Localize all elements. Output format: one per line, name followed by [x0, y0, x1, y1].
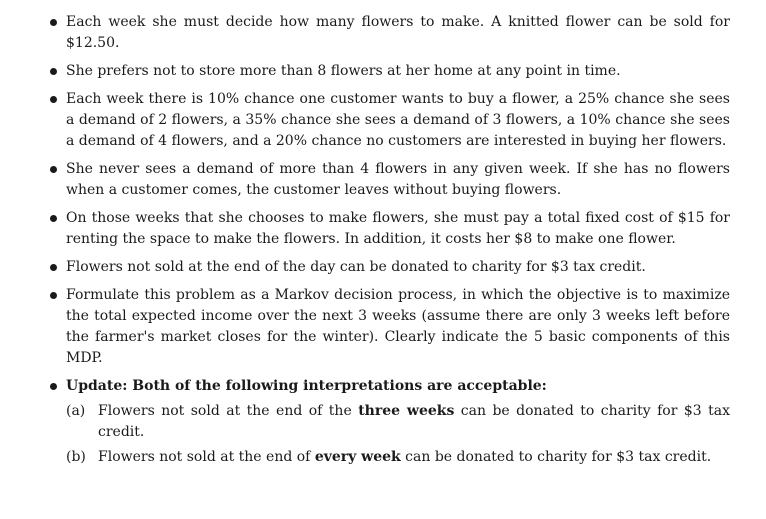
update-item-a [66, 401, 730, 443]
update-item-a-emphasis: three weeks [358, 403, 455, 419]
update-sub-list [66, 401, 730, 468]
bullet-item-update [50, 376, 730, 468]
update-item-a-before: Flowers not sold at the end of the [98, 403, 359, 419]
bullet-list [50, 12, 730, 475]
update-item-b-emphasis: every week [314, 449, 401, 465]
bullet-item-demand-probabilities: Each week there is 10% chance one customer wants to buy a flower, a 25% chance she sees a demand of 2 flowers, a 35% chance she sees a demand of 3 flowers, a 10% chance she sees a demand of 4 flowers, and a 20% chance no customers are interested in buying her flowers. [50, 89, 730, 152]
bullet-item-storage-limit: She prefers not to store more than 8 flowers at her home at any point in time. [50, 61, 730, 82]
bullet-item-formulation: Formulate this problem as a Markov decision process, in which the objective is to maximize the total expected income over the next 3 weeks (assume there are only 3 weeks left before the farmer's market closes for the winter). Clearly indicate the 5 basic components of this MDP. [50, 285, 730, 369]
bullet-item-weekly-decision: Each week she must decide how many flowers to make. A knitted flower can be sold for $12.50. [50, 12, 730, 54]
update-heading: Update: Both of the following interpretations are acceptable: [66, 378, 547, 394]
update-item-b-marker: (b) [66, 449, 86, 465]
bullet-item-costs: On those weeks that she chooses to make flowers, she must pay a total fixed cost of $15 for renting the space to make the flowers. In addition, it costs her $8 to make one flower. [50, 208, 730, 250]
bullet-item-donation: Flowers not sold at the end of the day can be donated to charity for $3 tax credit. [50, 257, 730, 278]
bullet-item-max-demand: She never sees a demand of more than 4 flowers in any given week. If she has no flowers when a customer comes, the customer leaves without buying flowers. [50, 159, 730, 201]
update-item-b [66, 447, 730, 468]
update-item-a-marker: (a) [66, 403, 86, 419]
update-item-b-before: Flowers not sold at the end of [98, 449, 315, 465]
update-item-b-after: can be donated to charity for $3 tax credit. [400, 449, 712, 465]
update-item-a-after: can be donated to charity for $3 tax credit. [98, 403, 730, 440]
